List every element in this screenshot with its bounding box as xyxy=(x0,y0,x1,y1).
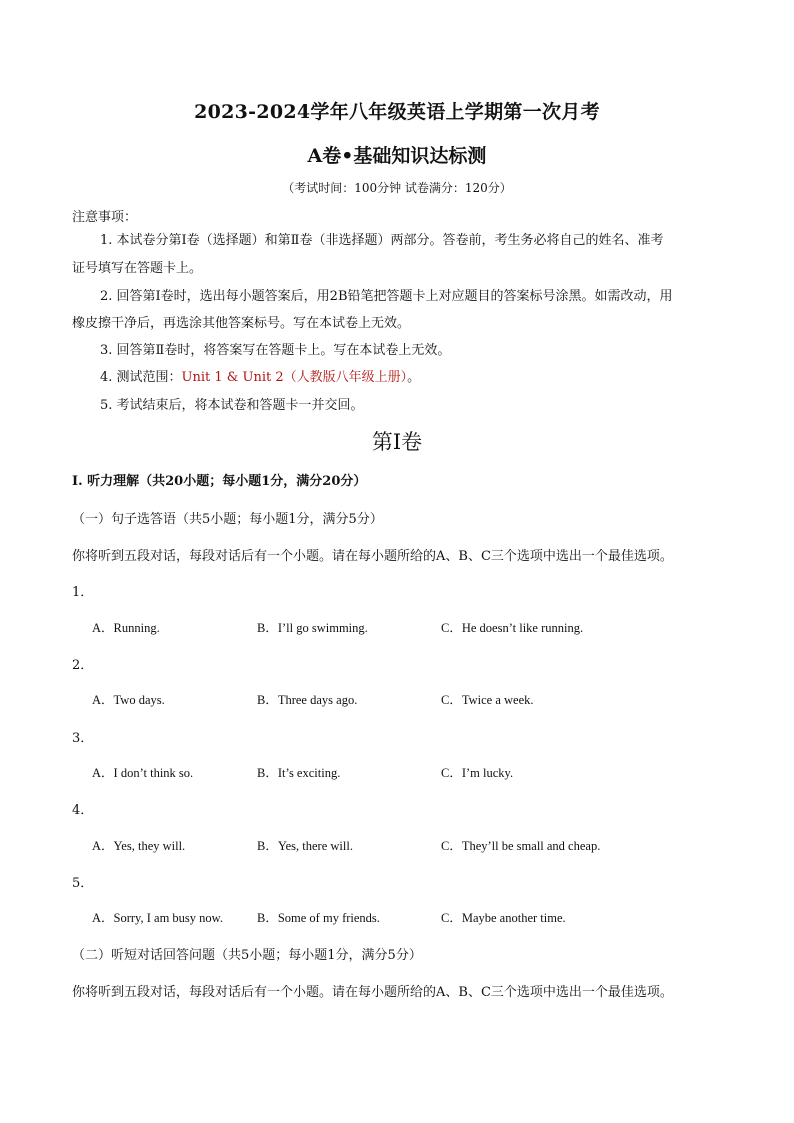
note-3: 3. 回答第Ⅱ卷时，将答案写在答题卡上。写在本试卷上无效。 xyxy=(100,343,451,358)
exam-subtitle: A卷•基础知识达标测 xyxy=(307,145,487,167)
group-1-instruction: 你将听到五段对话，每段对话后有一个小题。请在每小题所给的A、B、C三个选项中选出一个最佳选项。 xyxy=(72,549,673,564)
note-1-line-2: 证号填写在答题卡上。 xyxy=(72,261,203,276)
question-number: 3． xyxy=(72,731,94,746)
option-b: B．I’ll go swimming. xyxy=(257,621,368,635)
option-a: A．Running. xyxy=(92,621,160,635)
exam-info: （考试时间：100分钟 试卷满分：120分） xyxy=(282,181,512,195)
option-c: C．Twice a week. xyxy=(441,693,534,707)
exam-title: 2023-2024学年八年级英语上学期第一次月考 xyxy=(194,101,600,123)
question-number: 5． xyxy=(72,876,94,891)
note-1-line-1: 1. 本试卷分第Ⅰ卷（选择题）和第Ⅱ卷（非选择题）两部分。答卷前，考生务必将自己的姓名、准考 xyxy=(100,233,664,248)
question-number: 4． xyxy=(72,803,94,818)
option-c: C．They’ll be small and cheap. xyxy=(441,839,601,853)
option-c: C．He doesn’t like running. xyxy=(441,621,584,635)
option-b: B．It’s exciting. xyxy=(257,766,341,780)
option-a: A．Sorry, I am busy now. xyxy=(92,911,224,925)
note-4-prefix: 4. 测试范围： xyxy=(100,370,182,385)
option-b: B．Three days ago. xyxy=(257,693,358,707)
note-4-suffix: 。 xyxy=(407,370,421,385)
group-1-heading: （一）句子选答语（共5小题；每小题1分，满分5分） xyxy=(72,512,383,527)
note-2-line-2: 橡皮擦干净后，再选涂其他答案标号。写在本试卷上无效。 xyxy=(72,316,411,331)
group-2-heading: （二）听短对话回答问题（共5小题；每小题1分，满分5分） xyxy=(72,948,422,963)
question-number: 2． xyxy=(72,658,94,673)
test-scope: Unit 1 & Unit 2（人教版八年级上册） xyxy=(181,370,408,385)
question-number: 1． xyxy=(72,585,94,600)
note-4 xyxy=(100,371,420,384)
option-a: A．Yes, they will. xyxy=(92,839,186,853)
notes-heading: 注意事项： xyxy=(72,210,138,225)
part-1-heading: I. 听力理解（共20小题；每小题1分，满分20分） xyxy=(72,474,367,489)
option-c: C．Maybe another time. xyxy=(441,911,566,925)
option-c: C．I’m lucky. xyxy=(441,766,514,780)
section-title: 第Ⅰ卷 xyxy=(371,430,423,454)
option-a: A．Two days. xyxy=(92,693,165,707)
note-5: 5. 考试结束后，将本试卷和答题卡一并交回。 xyxy=(100,398,364,413)
group-2-instruction: 你将听到五段对话，每段对话后有一个小题。请在每小题所给的A、B、C三个选项中选出一个最佳选项。 xyxy=(72,985,673,1000)
option-b: B．Some of my friends. xyxy=(257,911,380,925)
option-a: A．I don’t think so. xyxy=(92,766,194,780)
option-b: B．Yes, there will. xyxy=(257,839,353,853)
note-2-line-1: 2. 回答第Ⅰ卷时，选出每小题答案后，用2B铅笔把答题卡上对应题目的答案标号涂黑。如需改动，用 xyxy=(100,289,673,304)
